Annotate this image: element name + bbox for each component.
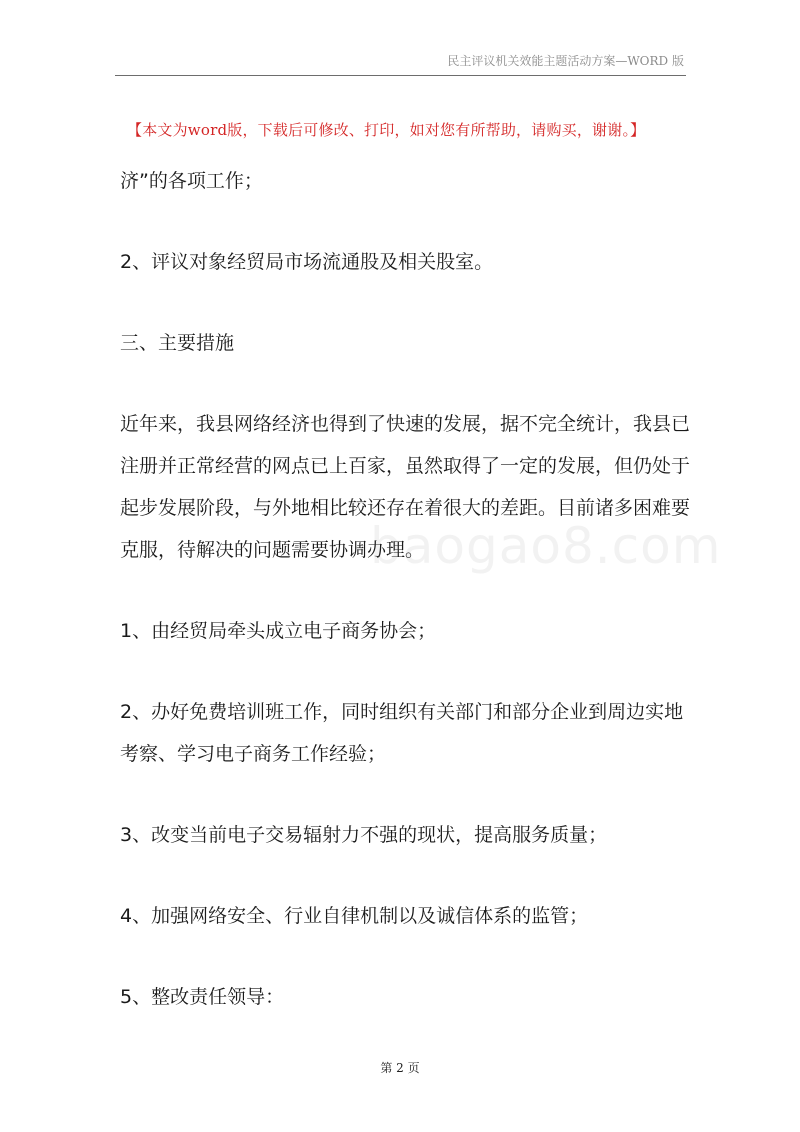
body-line: 注册并正常经营的网点已上百家，虽然取得了一定的发展，但仍处于: [120, 455, 691, 477]
paragraph-gap: [120, 775, 685, 814]
measure-item-2-continued: 考察、学习电子商务工作经验；: [120, 743, 387, 765]
measure-item-5: 5、整改责任领导：: [120, 986, 285, 1008]
measure-item-1: 1、由经贸局牵头成立电子商务协会；: [120, 620, 437, 642]
paragraph-continuation: 济”的各项工作；: [120, 170, 263, 192]
paragraph-item-2-evaluation-target: 2、评议对象经贸局市场流通股及相关股室。: [120, 251, 494, 273]
watermark: baogao8.com: [370, 517, 722, 575]
body-line: 克服，待解决的问题需要协调办理。: [120, 539, 425, 561]
measure-item-3: 3、改变当前电子交易辐射力不强的现状，提高服务质量；: [120, 824, 608, 846]
download-notice: 【本文为word版，下载后可修改、打印，如对您有所帮助，请购买，谢谢。】: [127, 121, 646, 139]
paragraph-gap: [120, 364, 685, 403]
page-number: 第 2 页: [380, 1061, 420, 1075]
header-divider: [115, 75, 686, 76]
paragraph-gap: [120, 283, 685, 322]
paragraph-gap: [120, 937, 685, 976]
measure-item-2: 2、办好免费培训班工作，同时组织有关部门和部分企业到周边实地: [120, 701, 684, 723]
paragraph-gap: [120, 571, 685, 610]
body-line: 近年来，我县网络经济也得到了快速的发展，据不完全统计，我县已: [120, 413, 691, 435]
measure-item-4: 4、加强网络安全、行业自律机制以及诚信体系的监管；: [120, 905, 589, 927]
paragraph-gap: [120, 652, 685, 691]
header-title: 民主评议机关效能主题活动方案—WORD 版: [447, 54, 684, 68]
document-body: [120, 160, 691, 1018]
body-line: 起步发展阶段，与外地相比较还存在着很大的差距。目前诸多困难要: [120, 497, 691, 519]
section-heading-main-measures: 三、主要措施: [120, 332, 235, 354]
paragraph-gap: [120, 856, 685, 895]
paragraph-gap: [120, 202, 685, 241]
